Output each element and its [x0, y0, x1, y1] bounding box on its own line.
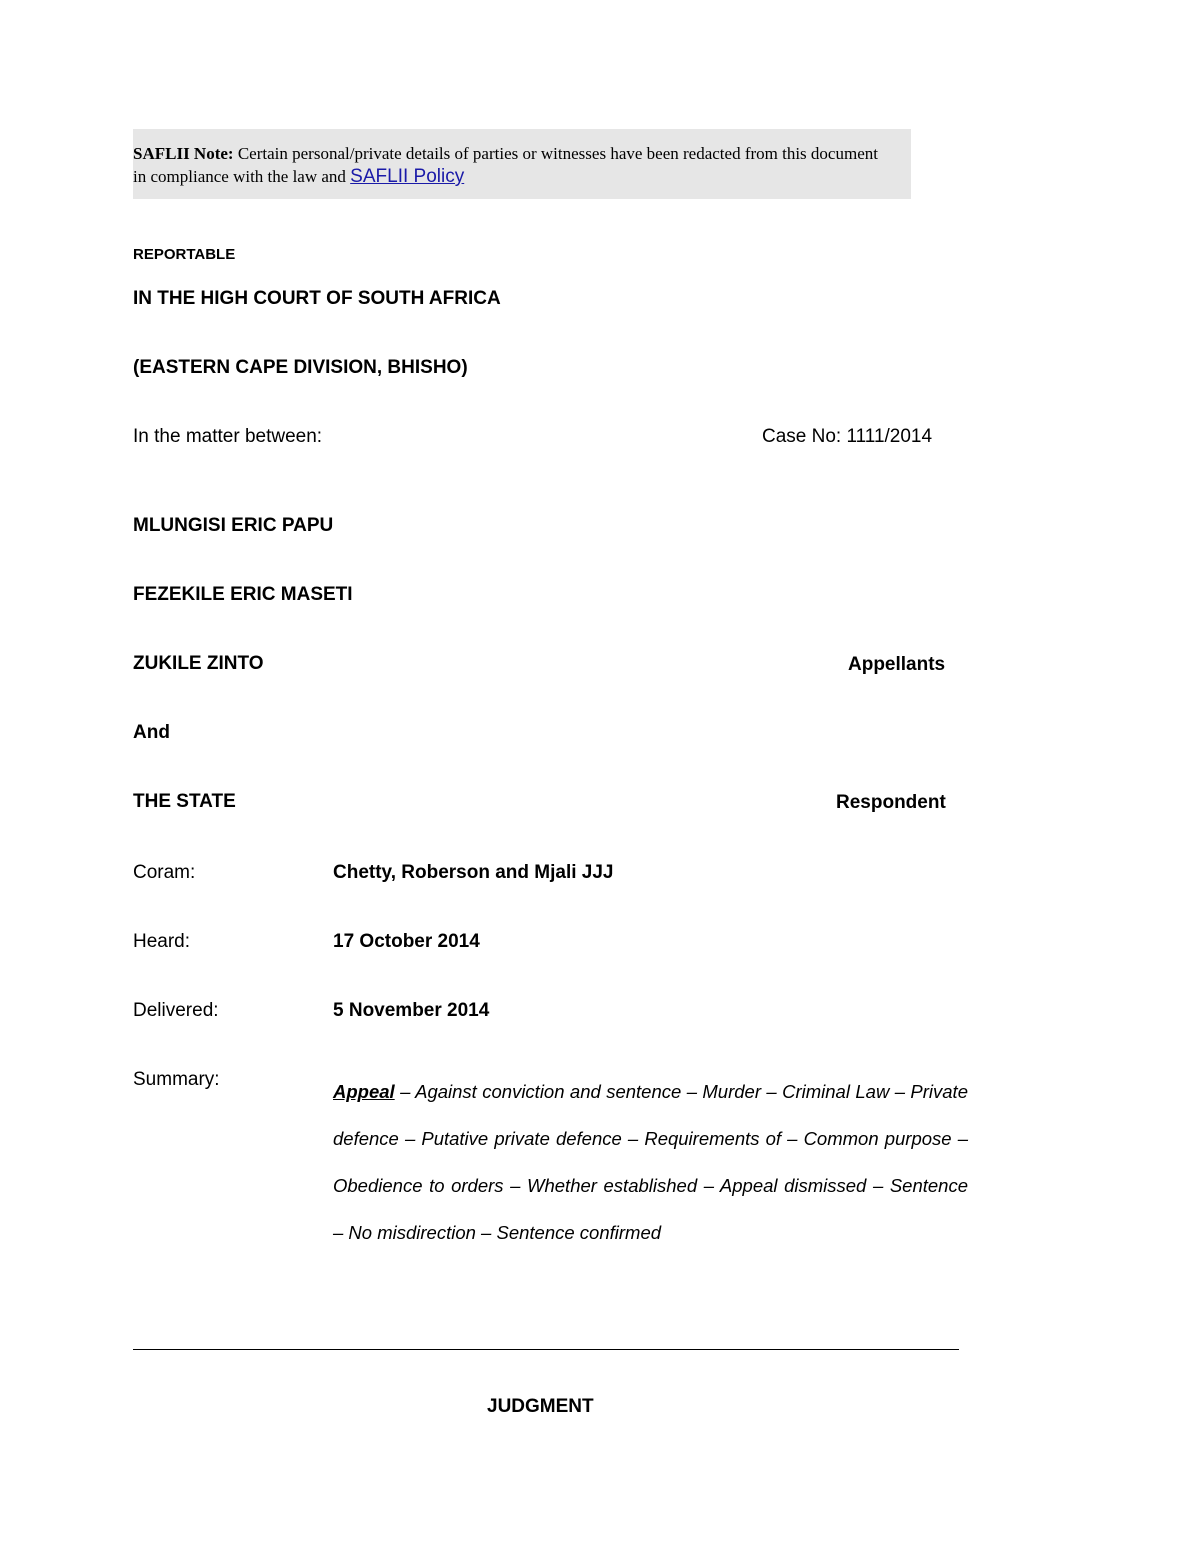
saflii-note-label: SAFLII Note:	[133, 144, 234, 163]
case-number: Case No: 1111/2014	[762, 426, 933, 447]
summary-body: – Against conviction and sentence – Murder – Criminal Law – Private defence – Putative private defence – Requirements of – Common purpose – Obedience to orders – Whether established – Appeal dismissed – Sentence – No misdirection – Sentence confirmed	[333, 1081, 968, 1243]
appellant-1: MLUNGISI ERIC PAPU	[133, 515, 334, 536]
reportable-label: REPORTABLE	[133, 246, 236, 263]
appellant-3: ZUKILE ZINTO	[133, 653, 264, 674]
heard-value: 17 October 2014	[333, 931, 480, 952]
and-label: And	[133, 722, 170, 743]
saflii-policy-link[interactable]: SAFLII Policy	[350, 166, 465, 187]
appellant-2: FEZEKILE ERIC MASETI	[133, 584, 353, 605]
matter-between-label: In the matter between:	[133, 426, 323, 447]
judgment-title: JUDGMENT	[487, 1396, 594, 1417]
summary-label: Summary:	[133, 1069, 220, 1090]
saflii-note-body: Certain personal/private details of parties or witnesses have been redacted from this document in compliance with the law and	[133, 144, 878, 186]
saflii-note-box	[133, 129, 911, 199]
delivered-label: Delivered:	[133, 1000, 219, 1021]
horizontal-rule	[133, 1349, 959, 1350]
summary-text	[333, 1068, 968, 1256]
saflii-note-text	[133, 142, 893, 188]
court-division: (EASTERN CAPE DIVISION, BHISHO)	[133, 357, 468, 378]
coram-value: Chetty, Roberson and Mjali JJJ	[333, 862, 614, 883]
appellants-label: Appellants	[848, 654, 946, 675]
coram-label: Coram:	[133, 862, 196, 883]
delivered-value: 5 November 2014	[333, 1000, 490, 1021]
court-name: IN THE HIGH COURT OF SOUTH AFRICA	[133, 288, 501, 309]
heard-label: Heard:	[133, 931, 191, 952]
respondent-label: Respondent	[836, 792, 946, 813]
summary-lead-word: Appeal	[333, 1081, 395, 1102]
respondent-name: THE STATE	[133, 791, 236, 812]
